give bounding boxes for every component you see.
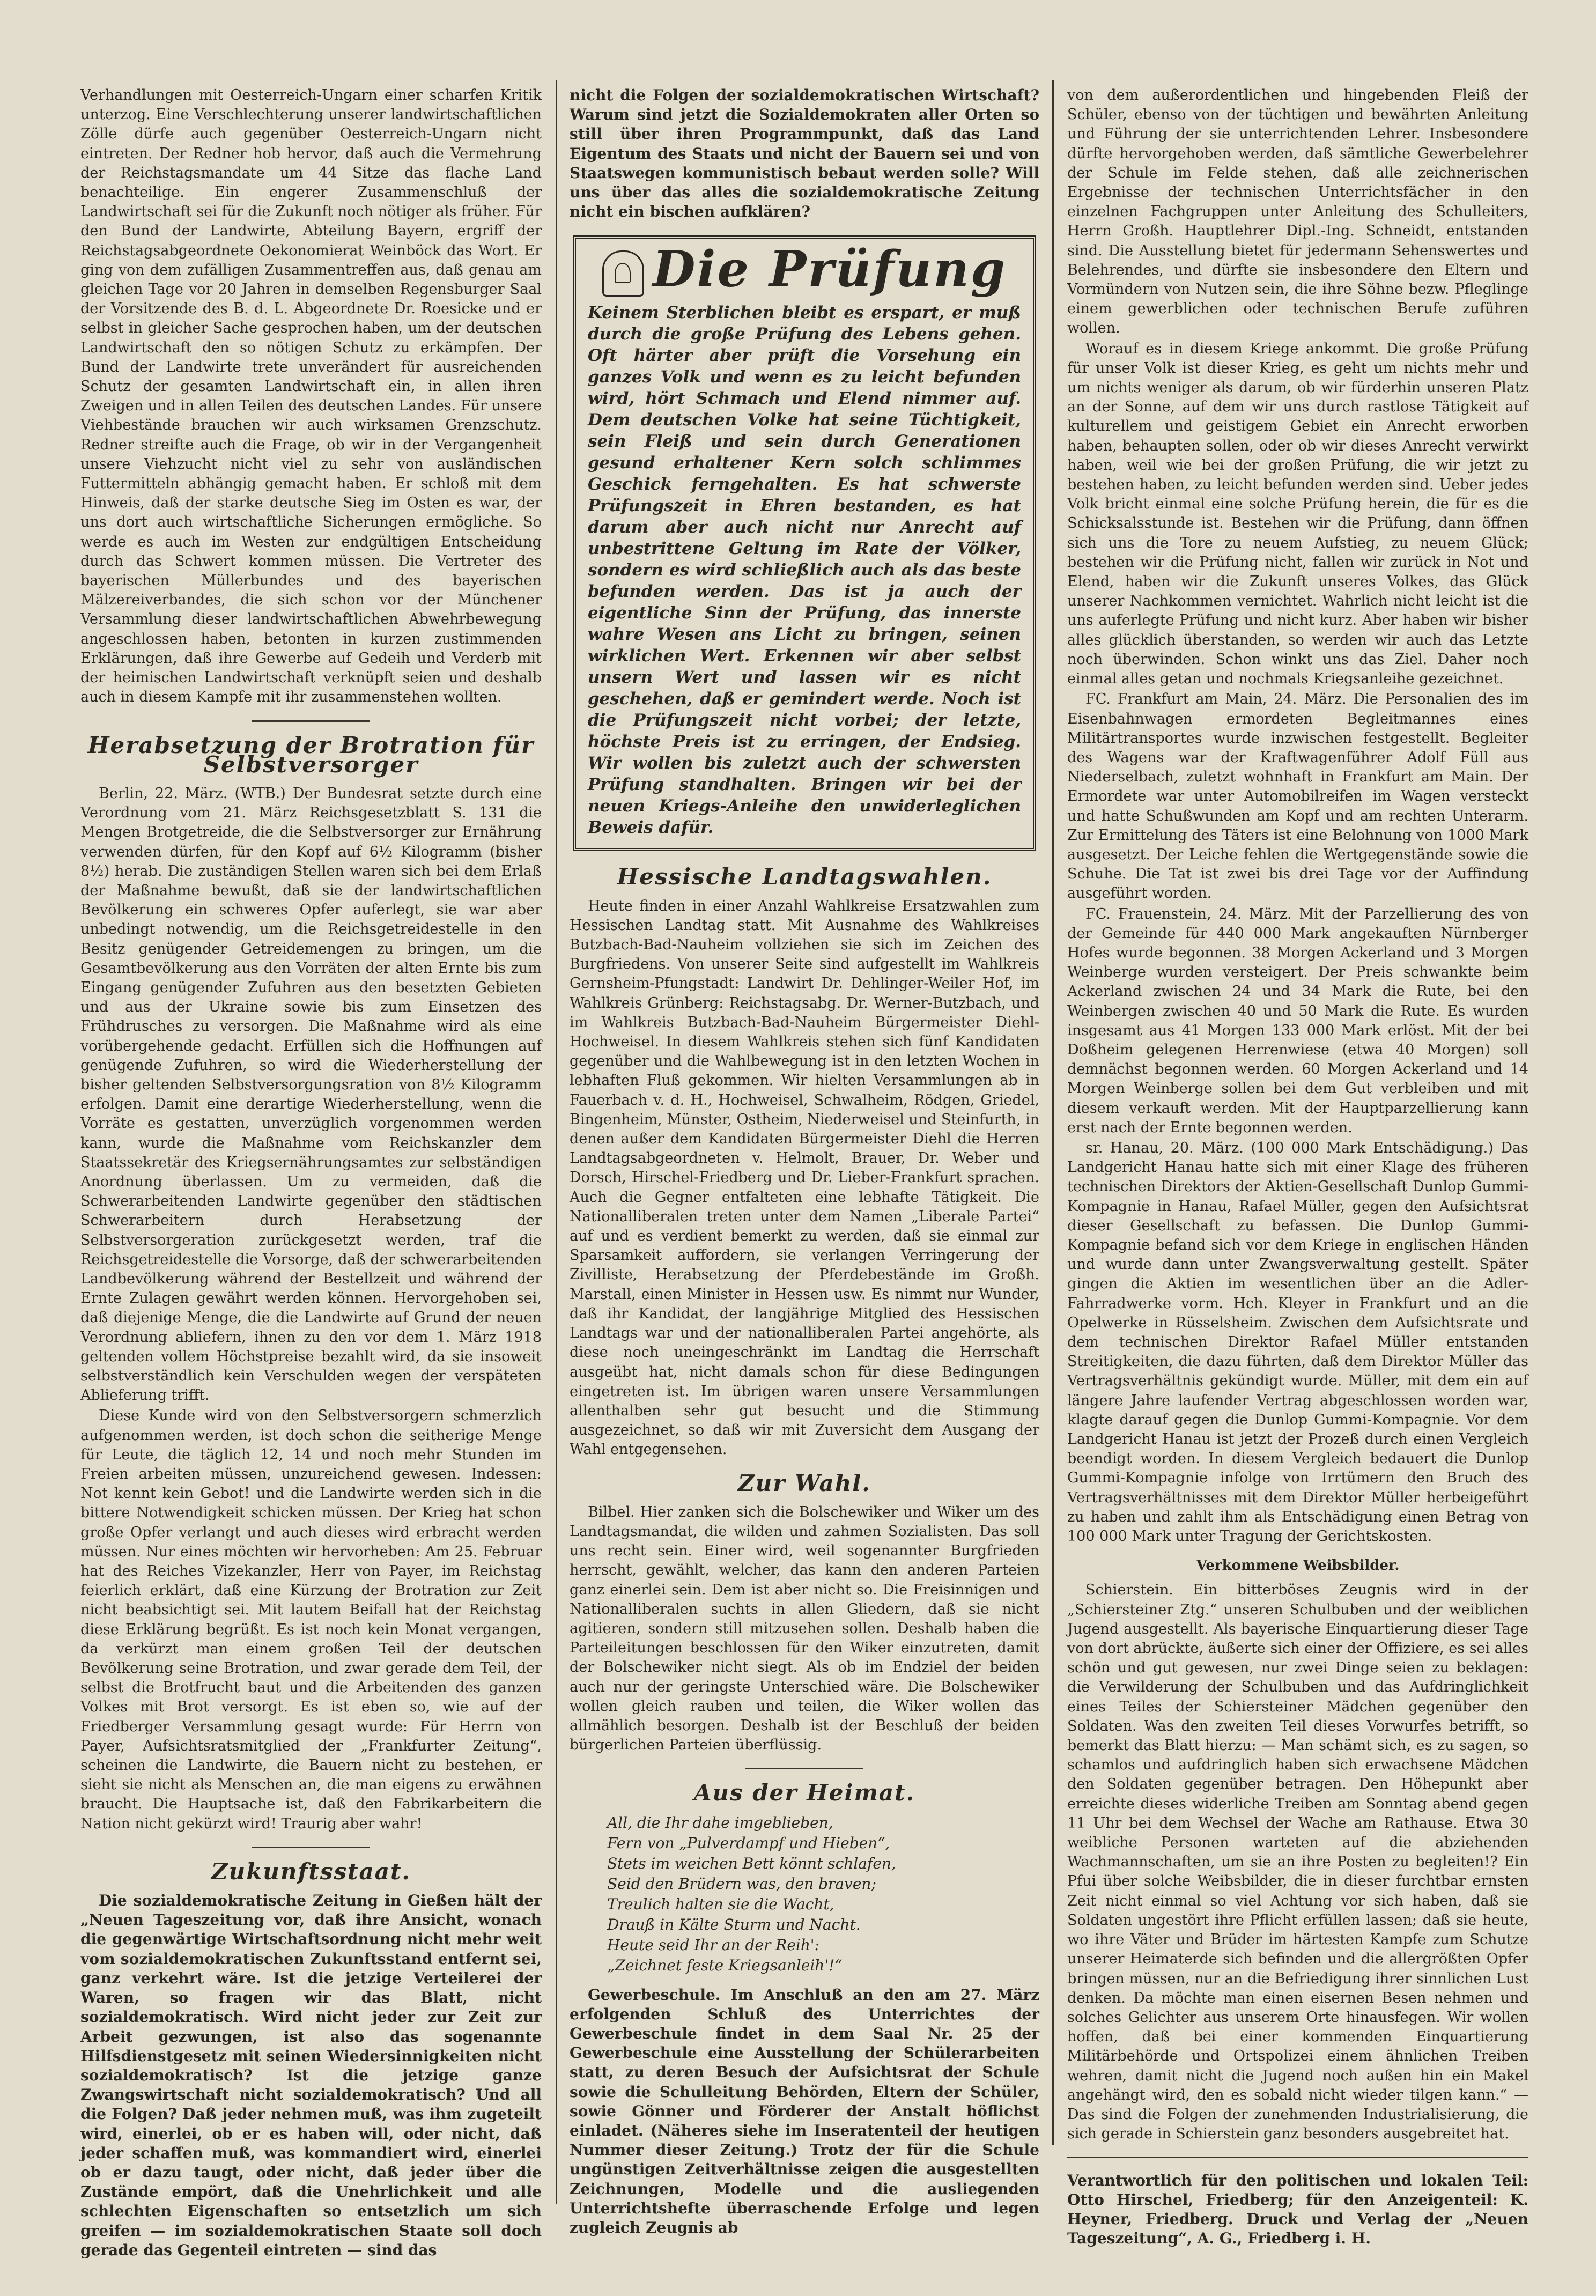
column-rule-1 xyxy=(556,80,557,2204)
headline-zur-wahl: Zur Wahl. xyxy=(738,1470,871,1496)
poem-line: Drauß in Kälte Sturm und Nacht. xyxy=(607,1915,861,1933)
poem-line: Fern von „Pulverdampf und Hieben“, xyxy=(607,1834,890,1852)
news-frauenstein: FC. Frauenstein, 24. März. Mit der Parzellierung des von der Gemeinde für 440 000 Mark angekauften Nürnberger Hofes wurde begonnen. 38 Morgen Ackerland und 3 Morgen Weinberge wurden versteigert. Der Preis schwankte beim Ackerland zwischen 24 und 34 Mark die Rute, bei den Weinbergen zwischen 40 und 50 Mark die Rute. Es wurden insgesamt aus 41 Morgen 133 000 Mark erlöst. Mit der bei Doßheim gelegenen Herrenwiese (etwa 40 Morgen) soll demnächst begonnen werden. 60 Morgen Ackerland und 14 Morgen Weinberge sollen bei dem Gut verbleiben und mit diesem verkauft werden. Mit der Hauptparzellierung kann erst nach der Ernte begonnen werden. xyxy=(1067,905,1528,1136)
poem-line: Seid den Brüdern was, den braven; xyxy=(607,1874,876,1893)
poem-line: Treulich halten sie die Wacht, xyxy=(607,1895,834,1913)
column-3 xyxy=(1067,86,1528,2248)
poem-line: Stets im weichen Bett könnt schlafen, xyxy=(607,1854,896,1872)
imprint: Verantwortlich für den politischen und lokalen Teil: Otto Hirschel, Friedberg; für den Anzeigenteil: K. Heyner, Friedberg. Druck und Verlag der „Neuen Tageszeitung“, A. G., Friedberg i. H. xyxy=(1067,2172,1528,2248)
article-brotration-p1: Berlin, 22. März. (WTB.) Der Bundesrat setzte durch eine Verordnung vom 21. März Reichsgesetzblatt S. 131 die Mengen Brotgetreide, die die Selbstversorger zur Ernährung verwenden dürfen, für den Kopf auf 6½ Kilogramm (bisher 8½) herab. Die zuständigen Stellen waren sich bei dem Erlaß der Maßnahme bewußt, daß sie der landwirtschaftlichen Bevölkerung ein schweres Opfer auferlegt, sie war aber unbedingt notwendig, um die Reichsgetreidestelle in den Besitz genügender Getreidemengen zu bringen, um die Gesamtbevölkerung aus den Vorräten der alten Ernte bis zum Eingang genügender Zufuhren aus den besetzten Gebieten und aus der Ukraine sowie bis zum Einsetzen des Frühdrusches zu versorgen. Die Maßnahme wird als eine vorübergehende gedacht. Erfüllen sich die Hoffnungen auf genügende Zufuhren, so wird die Wiederherstellung der bisher geltenden Selbstversorgungsration von 8½ Kilogramm erfolgen. Damit eine derartige Wiederherstellung, wenn die Vorräte es gestatten, unverzüglich vorgenommen werden kann, wurde die Maßnahme vom Reichskanzler dem Staatssekretär des Kriegsernährungsamtes zur selbständigen Anordnung überlassen. Um zu vermeiden, daß die Schwerarbeitenden Landwirte gegenüber den städtischen Schwerarbeitern durch Herabsetzung der Selbstversorgeration zurückgesetzt werden, traf die Reichsgetreidestelle die Vorsorge, daß der schwerarbeitenden Landbevölkerung während der Bestellzeit und während der Ernte Zulagen gewährt werden können. Hervorgehoben sei, daß diejenige Menge, die die Landwirte auf Grund der neuen Verordnung abliefern, ihnen zu den vor dem 1. März 1918 geltenden vollem Höchstpreise bezahlt wird, da sie insoweit selbstverständlich kein Verschulden wegen der verspäteten Ablieferung trifft. xyxy=(80,785,542,1404)
news-hanau: sr. Hanau, 20. März. (100 000 Mark Entschädigung.) Das Landgericht Hanau hatte sich mit einer Klage des früheren technischen Direktors der Aktien-Gesellschaft Dunlop Gummi-Kompagnie in Hanau, Rafael Müller, gegen den Aufsichtsrat dieser Gesellschaft zu befassen. Die Dunlop Gummi-Kompagnie befand sich vor dem Kriege in englischen Händen und wurde dann unter Zwangsverwaltung gestellt. Später gingen die Aktien im wesentlichen über an die Adler-Fahrradwerke vorm. Hch. Kleyer in Frankfurt und an die Opelwerke in Rüsselsheim. Zwischen dem Aufsichtsrate und dem technischen Direktor Rafael Müller entstanden Streitigkeiten, die dazu führten, daß dem Direktor Müller das Vertragsverhältnis gekündigt wurde. Müller, mit dem ein auf längere Jahre laufender Vertrag abgeschlossen worden war, klagte darauf gegen die Dunlop Gummi-Kompagnie. Vor dem Landgericht Hanau ist jetzt der Prozeß durch einen Vergleich beendigt worden. In diesem Vergleich bedauert die Dunlop Gummi-Kompagnie infolge von Irrtümern den Bruch des Vertragsverhältnisses mit dem Direktor Müller herbeigeführt zu haben und zahlt ihm als Entschädigung einen Betrag von 100 000 Mark unter Tragung der Gerichtskosten. xyxy=(1067,1139,1528,1545)
column-rule-2 xyxy=(1052,80,1054,2145)
col1-intro-paragraph: Verhandlungen mit Oesterreich-Ungarn einer scharfen Kritik unterzog. Eine Verschlechterung unserer landwirtschaftlichen Zölle dürfe auch gegenüber Oesterreich-Ungarn nicht eintreten. Der Redner hob hervor, daß auch die Vermehrung der Reichstagsmandate um 44 Sitze das flache Land benachteilige. Ein engerer Zusammenschluß der Landwirtschaft sei für die Zukunft noch nötiger als früher. Für den Bund der Landwirte, Abteilung Bayern, ergriff der Reichstagsabgeordnete Oekonomierat Weinböck das Wort. Er ging von dem zufälligen Zusammentreffen aus, daß genau am gleichen Tage vor 20 Jahren in demselben Regensburger Saal der Vorsitzende des B. d. L. Abgeordnete Dr. Roesicke und er selbst in gleicher Sache gesprochen haben, um der deutschen Landwirtschaft den so nötigen Schutz zu erkämpfen. Der Bund der Landwirte trete unverändert für ausreichenden Schutz der gesamten Landwirtschaft ein, in allen ihren Zweigen und in allen Teilen des deutschen Landes. Für unsere Viehbestände brauchen wir auch wirksamen Grenzschutz. Redner streifte auch die Frage, ob wir in der Vergangenheit unsere Viehzucht nicht viel zu sehr von ausländischen Futtermitteln abhängig gemacht haben. Er schloß mit dem Hinweis, daß der starke deutsche Sieg im Osten es war, der uns dort auch wirtschaftliche Sicherungen ermögliche. So werde es auch im Westen zur endgültigen Entscheidung durch das Schwert kommen müssen. Die Vertreter des bayerischen Müllerbundes und des bayerischen Mälzereiverbandes, die sich schon vor der Münchener Versammlung dieser landwirtschaftlichen Abwehrbewegung angeschlossen haben, betonten in kurzen zustimmenden Erklärungen, daß ihre Gewerbe auf Gedeih und Verderb mit der heimischen Landwirtschaft verknüpft seien und deshalb auch in diesem Kampfe mit ihr zusammenstehen wollten. xyxy=(80,87,542,706)
headline-landtagswahlen: Hessische Landtagswahlen. xyxy=(617,863,992,890)
article-gewerbeschule: Gewerbeschule. Im Anschluß an den am 27. März erfolgenden Schluß des Unterrichtes der Gewerbeschule findet in dem Saal Nr. 25 der Gewerbeschule eine Ausstellung der Schülerarbeiten statt, zu deren Besuch der Aufsichtsrat der Schule sowie die Schulleitung Behörden, Eltern der Schüler, sowie Gönner und Förderer der Anstalt höflichst einladet. (Näheres siehe im Inseratenteil der heutigen Nummer dieser Zeitung.) Trotz der für die Schule ungünstigen Zeitverhältnisse zeigen die ausgestellten Zeichnungen, Modelle und die ausliegenden Unterrichtshefte überraschende Erfolge und legen zugleich Zeugnis ab xyxy=(570,1985,1039,2236)
article-schierstein: Schierstein. Ein bitterböses Zeugnis wird in der „Schiersteiner Ztg.“ unseren Schulbuben und der weiblichen Jugend ausgestellt. Als bayerische Einquartierung dieser Tage von dort abrückte, äußerte sich einer der Offiziere, es sei alles schön und gut gewesen, nur zwei Dinge seien zu beklagen: die Verwilderung der Schulbuben und das Aufdringlichkeit eines Teiles der Schiersteiner Mädchen gegenüber den Soldaten. Was den zweiten Teil dieses Vorwurfes betrifft, so bemerkt das Blatt hierzu: — Man schämt sich, es zu sagen, so schamlos und aufdringlich haben sich erwachsene Mädchen den Soldaten gegenüber betragen. Den Höhepunkt aber erreichte dieses widerliche Treiben am Sonntag abend gegen 11 Uhr bei dem Wechsel der Wache am Rathause. Etwa 30 weibliche Personen warteten auf die abziehenden Wachmannschaften, um sie an ihre Posten zu begleiten!? Ein Pfui über solche Weibsbilder, die in dieser furchtbar ernsten Zeit nicht einmal so viel Achtung vor sich haben, daß sie Soldaten ungestört ihre Pflicht erfüllen lassen; daß sie heute, wo ihre Väter und Brüder im härtesten Kampfe zum Schutze unserer Heimaterde sich befinden und die allergrößten Opfer bringen müssen, nur an die Befriedigung ihrer sinnlichen Lust denken. Da möchte man einen eisernen Besen nehmen und solches Gelichter aus unserem Orte hinausfegen. Wir wollen hoffen, daß bei einer kommenden Einquartierung Militärbehörde und Ortspolizei einem ähnlichen Treiben wehren, damit nicht die Jugend noch außen hin ein Makel angehängt wird, den es sobald nicht wieder tilgen kann.“ — Das sind die Folgen der zunehmenden Industrialisierung, die sich gerade in Schierstein ganz besonders ausgebreitet hat. xyxy=(1067,1582,1528,2143)
column-1 xyxy=(80,86,542,2261)
poem-line: Heute seid Ihr an der Reih': xyxy=(607,1936,820,1954)
poem xyxy=(607,1813,1039,1976)
separator xyxy=(252,1847,370,1848)
col3-intro-p1: von dem außerordentlichen und hingebenden Fleiß der Schüler, ebenso von der tüchtigen und bewährten Anleitung und Führung der sie unterrichtenden Lehrer. Insbesondere dürfte hervorgehoben werden, daß sämtliche Gewerbelehrer der Schule im Felde stehen, daß alle zeichnerischen Ergebnisse der technischen Unterrichtsfächer in den einzelnen Fachgruppen unter Anleitung des Schulleiters, Herrn Großh. Hauptlehrer Dipl.-Ing. Schneidt, entstanden sind. Die Ausstellung bietet für jedermann Sehenswertes und Belehrendes, und dürfte sie insbesondere den Eltern und Vormündern von Nutzen sein, die ihre Söhne bezw. Pfleglinge einem gewerblichen oder technischen Berufe zuführen wollen. xyxy=(1067,87,1528,337)
ad-text: Keinem Sterblichen bleibt es erspart, er muß durch die große Prüfung des Lebens gehen. Oft härter aber prüft die Vorsehung ein ganzes Volk und wenn es zu leicht befunden wird, hört Schmach und Elend nimmer auf. Dem deutschen Volke hat seine Tüchtigkeit, sein Fleiß und sein durch Generationen gesund erhaltener Kern solch schlimmes Geschick ferngehalten. Es hat schwerste Prüfungszeit in Ehren bestanden, es hat darum aber auch nicht nur Anrecht auf unbestrittene Geltung im Rate der Völker, sondern es wird schließlich auch als das beste befunden werden. Das ist ja auch der eigentliche Sinn der Prüfung, das innerste wahre Wesen ans Licht zu bringen, seinen wirklichen Wert. Erkennen wir aber selbst unsern Wert und lassen wir es nicht geschehen, daß er gemindert werde. Noch ist die Prüfungszeit nicht vorbei; der letzte, höchste Preis ist zu erringen, der Endsieg. Wir wollen bis zuletzt auch der schwersten Prüfung standhalten. Bringen wir bei der neuen Kriegs-Anleihe den unwiderleglichen Beweis dafür. xyxy=(588,303,1021,838)
headline-brotration: Herabsetzung der Brotration für Selbstversorger xyxy=(87,732,535,778)
headline-zukunftsstaat: Zukunftsstaat. xyxy=(211,1858,411,1885)
article-brotration-p2: Diese Kunde wird von den Selbstversorgern schmerzlich aufgenommen werden, ist doch schon die seitherige Menge für Leute, die täglich 12, 14 und noch mehr Stunden im Freien arbeiten müssen, unzureichend gewesen. Indessen: Not kennt kein Gebot! und die Landwirte werden sich in die bittere Notwendigkeit schicken müssen. Der Krieg hat schon große Opfer verlangt und auch dieses wird erbracht werden müssen. Nur eines möchten wir hervorheben: Am 25. Februar hat des Reiches Vizekanzler, Herr von Payer, im Reichstag feierlich erklärt, daß eine Kürzung der Brotration zur Zeit nicht beabsichtigt sei. Mit lautem Beifall hat der Reichstag diese Erklärung begrüßt. Es ist noch kein Monat vergangen, da verkürzt man einem großen Teil der deutschen Bevölkerung seine Brotration, und zwar gerade dem Teil, der selbst die Brotfrucht baut und die Arbeitenden des ganzen Volkes mit Brot versorgt. Es ist eben so, wie auf der Friedberger Versammlung gesagt wurde: Für Herrn von Payer, Aufsichtsratsmitglied der „Frankfurter Zeitung“, scheinen die Landwirte, die Bauern nicht zu bestehen, er sieht sie nicht als Menschen an, die man eigens zu erwähnen braucht. Die Hauptsache ist, daß den Fabrikarbeitern die Nation nicht gekürzt wird! Traurig aber wahr! xyxy=(80,1407,542,1832)
col2-intro: nicht die Folgen der sozialdemokratischen Wirtschaft? Warum sind jetzt die Sozialdemokraten aller Orten so still über ihren Programmpunkt, daß das Land Eigentum des Staats und nicht der Bauern sei und von Staatswegen kommunistisch bebaut werden solle? Will uns über das alles die sozialdemokratische Zeitung nicht ein bischen aufklären? xyxy=(570,86,1039,221)
col3-intro-p2: Worauf es in diesem Kriege ankommt. Die große Prüfung für unser Volk ist dieser Krieg, es geht um nichts mehr und um nichts weniger als darum, ob wir fürderhin unseren Platz an der Sonne, auf dem wir uns durch rastlose Tätigkeit auf kulturellem und geistigem Gebiet ein Anrecht erworben haben, behaupten sollen, oder ob wir dieses Anrecht verwirkt haben, weil wie bei der großen Prüfung, die wir jetzt zu bestehen haben, zu leicht befunden werden sind. Ueber jedes Volk bricht einmal eine solche Prüfung herein, die für es die Schicksalsstunde ist. Bestehen wir die Prüfung, dann öffnen sich uns die Tore zu neuem Aufstieg, zu neuem Glück; bestehen wir die Prüfung nicht, fallen wir zurück in Not und Elend, haben wir die Zukunft unseres Volkes, das Glück unserer Nachkommen vernichtet. Wahrlich nicht leicht ist die uns auferlegte Prüfung und nicht kurz. Aber haben wir bisher alles glücklich überstanden, so werden wir auch das Letzte noch überwinden. Schon winkt uns das Ziel. Daher noch einmal alles getan und nochmals Kriegsanleihe gezeichnet. xyxy=(1067,340,1528,688)
separator xyxy=(745,1768,863,1769)
ad-die-pruefung xyxy=(573,235,1036,851)
poem-line: „Zeichnet feste Kriegsanleih'!“ xyxy=(607,1956,843,1974)
article-landtagswahlen: Heute finden in einer Anzahl Wahlkreise Ersatzwahlen zum Hessischen Landtag statt. Mit Ausnahme des Wahlkreises Butzbach-Bad-Nauheim vollziehen sie sich im Zeichen des Burgfriedens. Von unserer Seite sind aufgestellt im Wahlkreis Gernsheim-Pfungstadt: Landwirt Dr. Dehlinger-Weiler Hof, im Wahlkreis Grünberg: Reichstagsabg. Dr. Werner-Butzbach, und im Wahlkreis Butzbach-Bad-Nauheim Bürgermeister Diehl-Hochweisel. In diesem Wahlkreis stehen sich fünf Kandidaten gegenüber und die Wahlbewegung ist in den letzten Wochen in lebhaften Fluß gekommen. Wir hielten Versammlungen ab in Fauerbach v. d. H., Hochweisel, Schwalheim, Rödgen, Griedel, Bingenheim, Münster, Ostheim, Niederweisel und Steinfurth, in denen außer dem Kandidaten Bürgermeister Diehl die Herren Landtagsabgeordneten v. Helmolt, Brauer, Dr. Weber und Dorsch, Hirschel-Friedberg und Dr. Lieber-Frankfurt sprachen. Auch die Gegner entfalteten eine lebhafte Tätigkeit. Die Nationalliberalen treten unter dem Namen „Liberale Partei“ auf und es verdient bemerkt zu werden, daß sie einmal zur Sparsamkeit auffordern, sie verlangen Verringerung der Zivilliste, Herabsetzung der Pferdebestände im Großh. Marstall, einen Minister in Hessen usw. Es nimmt nur Wunder, daß ihr Kandidat, der langjährige Mitglied des Hessischen Landtags war und der nationalliberalen Partei angehörte, als diese noch uneingeschränkt im Landtag die Herrschaft ausgeübt hat, nicht damals schon für diese Bedingungen eingetreten ist. Im übrigen waren unsere Versammlungen allenthalben sehr gut besucht und die Stimmung ausgezeichnet, so daß wir mit Zuversicht dem Ausgang der Wahl entgegensehen. xyxy=(570,897,1040,1458)
subhead-weibsbilder: Verkommene Weibsbilder. xyxy=(1196,1557,1400,1574)
column-2 xyxy=(570,86,1039,2239)
footer-rule xyxy=(1067,2157,1528,2158)
helmet-emblem-icon xyxy=(602,250,644,297)
ad-title: Die Prüfung xyxy=(588,250,1021,297)
headline-aus-der-heimat: Aus der Heimat. xyxy=(693,1780,915,1806)
poem-line: All, die Ihr dahe imgeblieben, xyxy=(607,1813,833,1832)
article-zur-wahl: Bilbel. Hier zanken sich die Bolschewiker und Wiker um des Landtagsmandat, die wilden und zahmen Sozialisten. Das soll uns recht sein. Einer wird, weil sogenannter Burgfrieden herrscht, gewählt, welcher, das kann den anderen Parteien ganz einerlei sein. Dem ist aber nicht so. Die Freisinnigen und Nationalliberalen suchts in allen Gliedern, daß sie nicht agitieren, sondern still mitzusehen sollen. Deshalb haben die Parteileitungen beschlossen für den Wiker einzutreten, damit der Bolschewiker nicht siegt. Als ob im Endziel der beiden auch nur der geringste Unterschied wäre. Die Bolschewiker wollen gleich rauben und teilen, die Wiker wollen das allmählich besorgen. Deshalb ist der Beschluß der beiden bürgerlichen Parteien überflüssig. xyxy=(570,1503,1039,1754)
article-zukunftsstaat: Die sozialdemokratische Zeitung in Gießen hält der „Neuen Tageszeitung vor, daß ihre Ansicht, wonach die gegenwärtige Wirtschaftsordnung nicht mehr weit vom sozialdemokratischen Zukunftsstand entfernt sei, ganz verkehrt wäre. Ist die jetzige Verteilerei der Waren, so fragen wir das Blatt, nicht sozialdemokratisch. Wird nicht jeder zur Zeit zur Arbeit gezwungen, ist also das sogenannte Hilfsdienstgesetz mit seinen Wiedersinnigkeiten nicht sozialdemokratisch? Ist die jetzige ganze Zwangswirtschaft nicht sozialdemokratisch? Und all die Folgen? Daß jeder nehmen muß, was ihm zugeteilt wird, einerlei, ob er es haben will, oder nicht, daß jeder schaffen muß, was kommandiert wird, einerlei ob er dazu taugt, oder nicht, daß jeder über die Zustände empört, daß die Unehrlichkeit und alle schlechten Eigenschaften so entsetzlich um sich greifen — im sozialdemokratischen Staate soll doch gerade das Gegenteil eintreten — sind das xyxy=(80,1892,542,2259)
separator xyxy=(252,720,370,722)
news-frankfurt: FC. Frankfurt am Main, 24. März. Die Personalien des im Eisenbahnwagen ermordeten Begleitmannes eines Militärtransportes wurde inzwischen festgestellt. Begleiter des Wagens war der Kraftwagenführer Adolf Füll aus Niederselbach, zuletzt wohnhaft in Frankfurt am Main. Der Ermordete war unter Automobilreifen im Wagen versteckt und hatte Schußwunden am Kopf und am rechten Unterarm. Zur Ermittelung des Täters ist eine Belohnung von 1000 Mark ausgesetzt. Der Leiche fehlen die Wertgegenstände sowie die Schuhe. Die Tat ist zwei bis drei Tage vor der Auffindung ausgeführt worden. xyxy=(1067,691,1528,902)
